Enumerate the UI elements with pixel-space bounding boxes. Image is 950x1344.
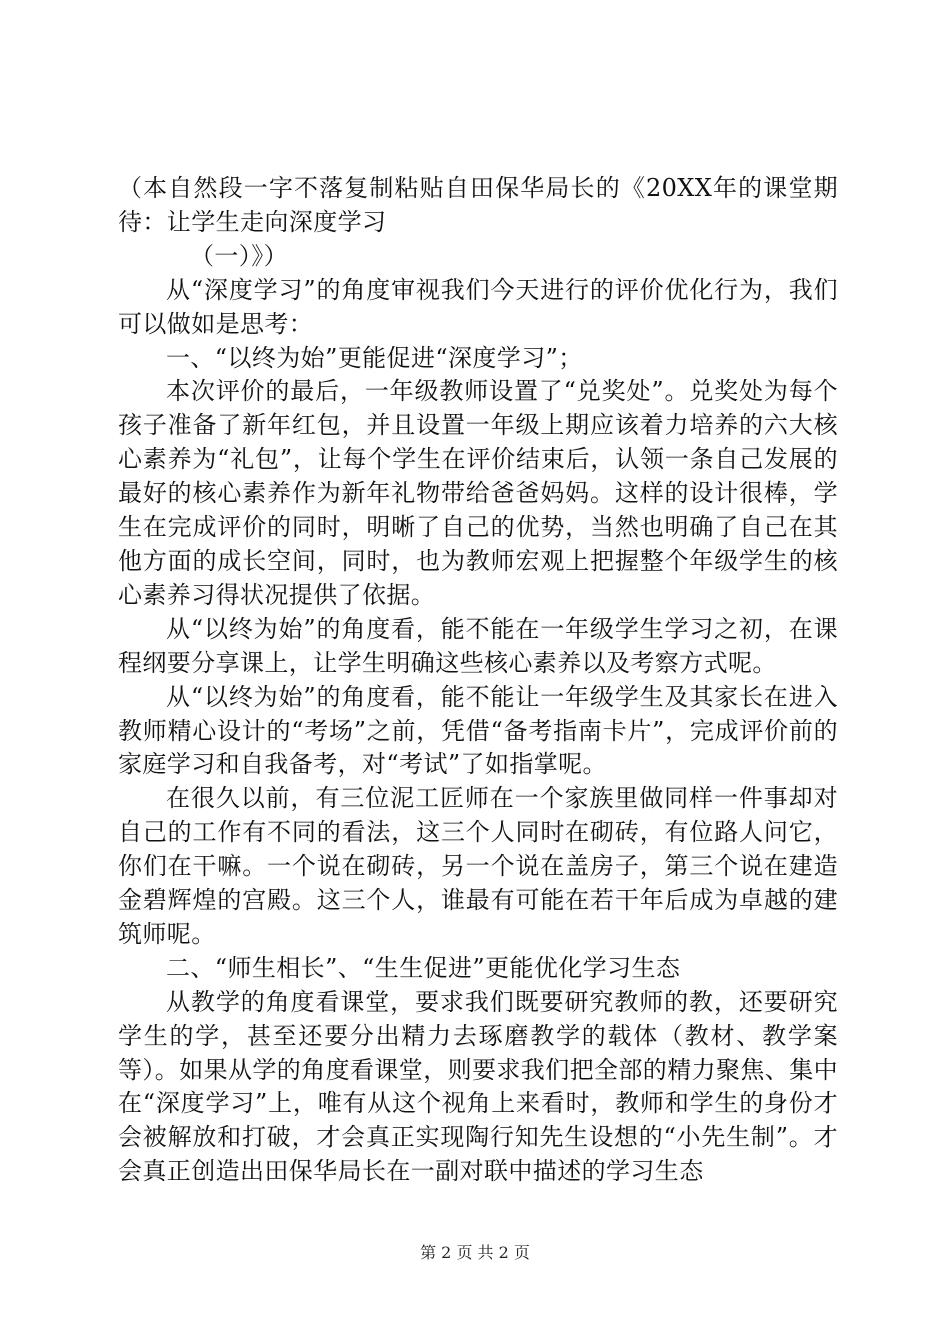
source-note-continuation: （一）》） [190,241,288,270]
section-heading-1: 一、“以终为始”更能促进“深度学习”； [166,343,583,372]
body-paragraph: 在很久以前，有三位泥工匠师在一个家族里做同样一件事却对自己的工作有不同的看法，这三个人同时在砌砖，有位路人问它，你们在干嘛。一个说在砌砖，另一个说在盖房子，第三个说在建造金碧辉煌的宫殿。这三个人，谁最有可能在若干年后成为卓越的建筑师呢。 [118,784,838,948]
source-note-paragraph: （本自然段一字不落复制粘贴自田保华局长的《20XX年的课堂期待：让学生走向深度学习 [118,174,838,236]
body-paragraph: 从“以终为始”的角度看，能不能在一年级学生学习之初，在课程纲要分享课上，让学生明确这些核心素养以及考察方式呢。 [118,614,838,677]
body-paragraph: 从教学的角度看课堂，要求我们既要研究教师的教，还要研究学生的学，甚至还要分出精力去琢磨教学的载体（教材、教学案等）。如果从学的角度看课堂，则要求我们把全部的精力聚焦、集中在“深度学习”上，唯有从这个视角上来看时，教师和学生的身份才会被解放和打破，才会真正实现陶行知先生设想的“小先生制”。才会真正创造出田保华局长在一副对联中描述的学习生态 [118,987,838,1186]
page-number-footer: 第 2 页 共 2 页 [420,1243,530,1262]
body-paragraph: 本次评价的最后，一年级教师设置了“兑奖处”。兑奖处为每个孩子准备了新年红包，并且设置一年级上期应该着力培养的六大核心素养为“礼包”，让每个学生在评价结束后，认领一条自己发展的最好的核心素养作为新年礼物带给爸爸妈妈。这样的设计很棒，学生在完成评价的同时，明晰了自己的优势，当然也明确了自己在其他方面的成长空间，同时，也为教师宏观上把握整个年级学生的核心素养习得状况提供了依据。 [118,377,838,609]
section-heading-2: 二、“师生相长”、“生生促进”更能优化学习生态 [166,953,681,982]
document-body [118,172,838,1189]
body-paragraph: 从“以终为始”的角度看，能不能让一年级学生及其家长在进入教师精心设计的“考场”之前，凭借“备考指南卡片”，完成评价前的家庭学习和自我备考，对“考试”了如指掌呢。 [118,682,838,779]
intro-paragraph: 从“深度学习”的角度审视我们今天进行的评价优化行为，我们可以做如是思考： [118,275,838,338]
